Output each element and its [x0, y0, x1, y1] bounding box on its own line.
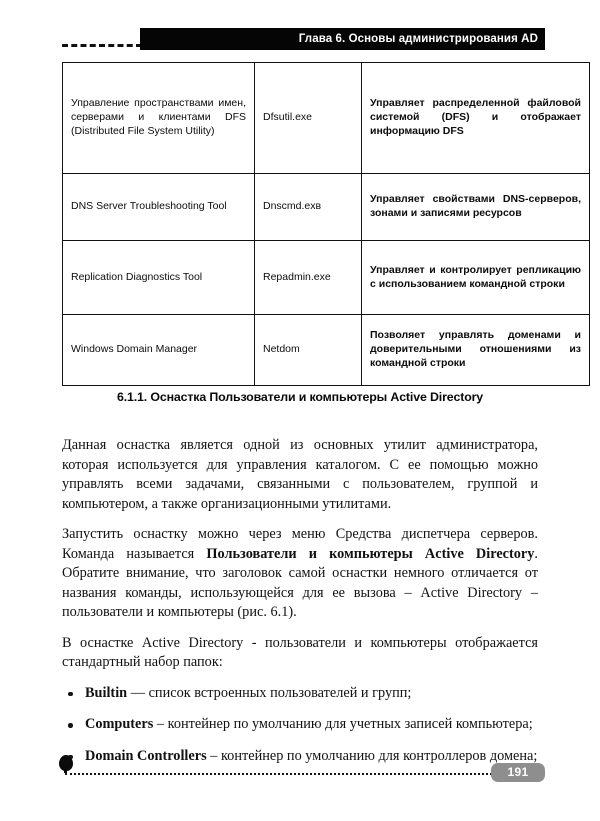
bullet-dot-icon: [68, 692, 73, 697]
tool-name-cell: Windows Domain Manager: [63, 315, 255, 386]
folder-name: Domain Controllers: [85, 747, 207, 764]
tool-exe-cell: Repadmin.exe: [255, 241, 362, 315]
chapter-title: Глава 6. Основы администрирования AD: [298, 32, 538, 45]
page-footer: [0, 751, 600, 821]
folder-description: — список встроенных пользователей и групп;: [127, 684, 412, 701]
bullet-dot-icon: [68, 723, 73, 728]
body-text: [62, 436, 538, 778]
running-header: [0, 26, 600, 50]
tool-name-cell: Управление пространствами имен, серверами и клиентами DFS (Distributed File System Utility): [63, 63, 255, 174]
tool-name-cell: Replication Diagnostics Tool: [63, 241, 255, 315]
tool-exe-cell: Netdom: [255, 315, 362, 386]
table-row: [63, 241, 590, 315]
folder-name: Builtin: [85, 684, 128, 701]
tool-desc-cell: Управляет и контролирует репликацию с использованием командной строки: [362, 241, 590, 315]
table-row: [63, 63, 590, 174]
header-black-bar: [140, 28, 545, 49]
snapin-command-name: Пользователи и компьютеры Active Directory: [206, 545, 535, 562]
paragraph-folders-intro: В оснастке Active Directory - пользователи и компьютеры отображается стандартный набор папок:: [62, 634, 538, 670]
table-row: [63, 174, 590, 241]
tool-exe-cell: Dfsutil.exe: [255, 63, 362, 174]
list-item: [62, 684, 538, 704]
footer-dotted-rule: [65, 773, 520, 775]
section-heading: 6.1.1. Оснастка Пользователи и компьютеры Active Directory: [116, 390, 484, 404]
paragraph-intro: Данная оснастка является одной из основных утилит администратора, которая используется для управления каталогом. С ее помощью можно управлять всеми задачами, связанными с пользователем, группой и компьютером, а также организационными утилитами.: [62, 437, 538, 512]
folder-name: Computers: [85, 716, 154, 732]
paragraph-launch-part1: Запустить оснастку можно через меню Средства диспетчера серверов. Команда называется: [62, 526, 538, 562]
header-dashed-rule: [62, 44, 142, 47]
paragraph-launch: [62, 525, 538, 623]
paragraph-launch-part2: . Обратите внимание, что заголовок самой оснастки немного отличается от названия команды, использующейся для ее вызова – Active Directory – пользователи и компьютеры (рис. 6.1).: [62, 545, 538, 620]
folder-description: – контейнер по умолчанию для контроллеров домена;: [206, 747, 538, 764]
tool-desc-cell: Позволяет управлять доменами и доверительными отношениями из командной строки: [362, 315, 590, 386]
footer-knob-ornament-icon: [59, 755, 73, 771]
admin-tools-table: [62, 62, 590, 386]
tool-desc-cell: Управляет свойствами DNS-серверов, зонами и записями ресурсов: [362, 174, 590, 241]
table-row: [63, 315, 590, 386]
list-item: [62, 715, 538, 735]
tool-name-cell: DNS Server Troubleshooting Tool: [63, 174, 255, 241]
tool-desc-cell: Управляет распределенной файловой системой (DFS) и отображает информацию DFS: [362, 63, 590, 174]
page-number-badge: 191: [491, 763, 545, 782]
tool-exe-cell: Dnscmd.exв: [255, 174, 362, 241]
folder-description: – контейнер по умолчанию для учетных записей компьютера;: [153, 716, 533, 732]
